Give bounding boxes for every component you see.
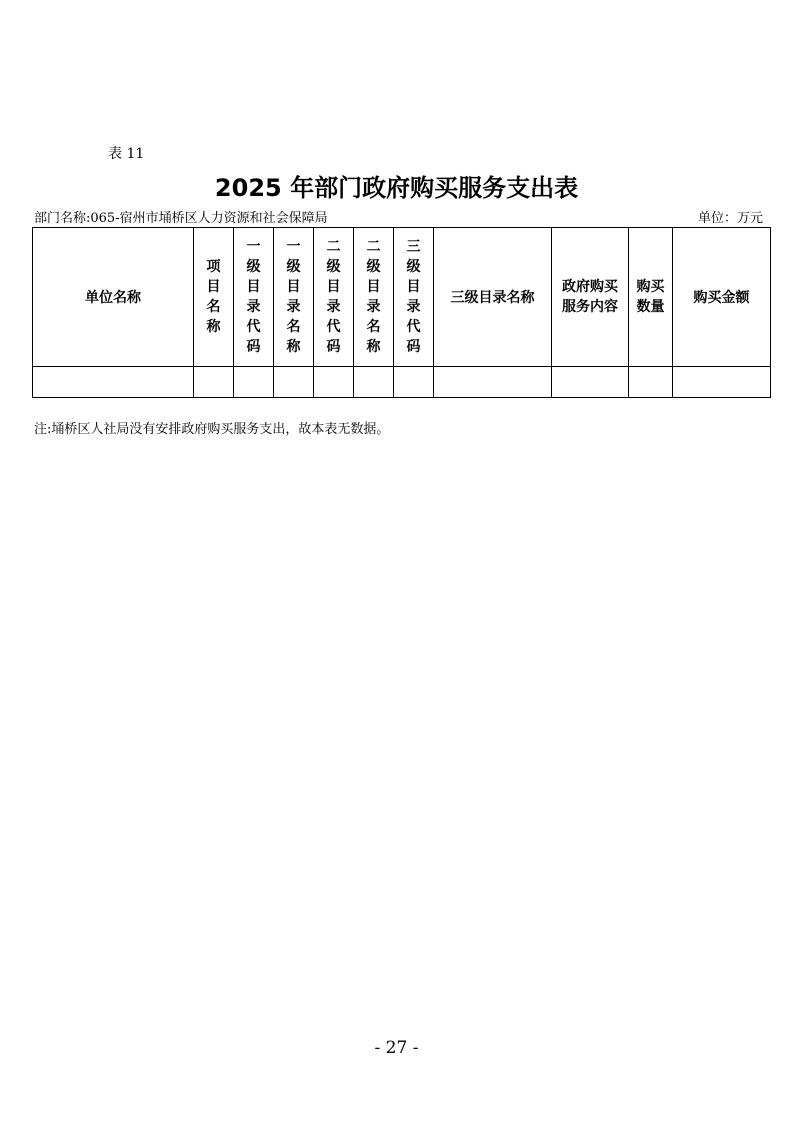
table-cell <box>33 367 194 398</box>
table-cell <box>434 367 552 398</box>
col-level3-name: 三级目录名称 <box>434 228 552 367</box>
table-cell <box>354 367 394 398</box>
page-number: - 27 - <box>374 1038 419 1058</box>
col-quantity: 购买数量 <box>629 228 673 367</box>
col-level2-name: 二级目录名称 <box>354 228 394 367</box>
col-amount: 购买金额 <box>673 228 771 367</box>
table-cell <box>234 367 274 398</box>
table-row <box>33 367 771 398</box>
table-cell <box>394 367 434 398</box>
table-cell <box>314 367 354 398</box>
table-cell <box>629 367 673 398</box>
col-level3-code: 三级目录代码 <box>394 228 434 367</box>
col-project-name: 项目名称 <box>194 228 234 367</box>
table-cell <box>552 367 629 398</box>
table-label: 表 11 <box>108 146 145 162</box>
unit-label: 单位：万元 <box>697 211 763 226</box>
col-level1-name: 一级目录名称 <box>274 228 314 367</box>
page-title: 2025 年部门政府购买服务支出表 <box>214 174 579 202</box>
col-service-content: 政府购买服务内容 <box>552 228 629 367</box>
col-level1-code: 一级目录代码 <box>234 228 274 367</box>
table-cell <box>673 367 771 398</box>
col-unit-name: 单位名称 <box>33 228 194 367</box>
table-note: 注:埇桥区人社局没有安排政府购买服务支出，故本表无数据。 <box>34 422 390 437</box>
department-name: 部门名称:065-宿州市埇桥区人力资源和社会保障局 <box>34 211 328 226</box>
table-header-row <box>33 228 771 367</box>
table-cell <box>274 367 314 398</box>
expenditure-table <box>32 227 771 398</box>
col-level2-code: 二级目录代码 <box>314 228 354 367</box>
table-cell <box>194 367 234 398</box>
